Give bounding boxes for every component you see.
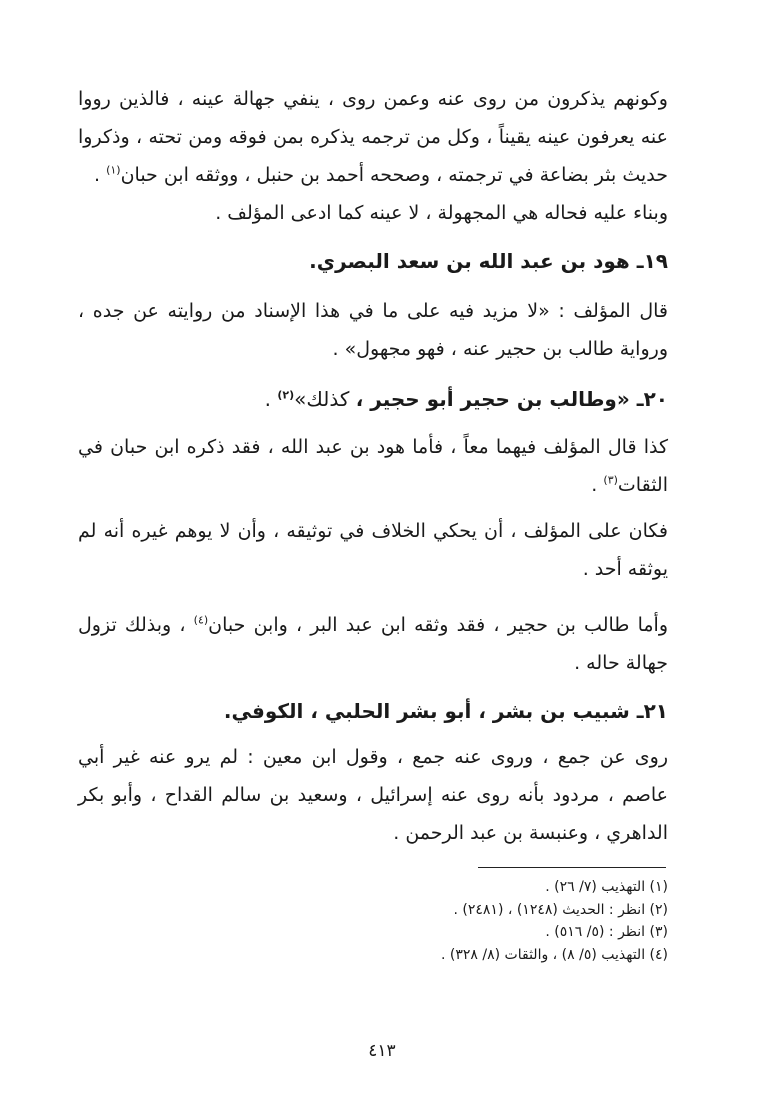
- footnote-ref-2: (٢): [277, 388, 295, 402]
- paragraph-3: قال المؤلف : «لا مزيد فيه على ما في هذا الإسناد من روايته عن جده ، ورواية طالب بن حجير عنه ، فهو مجهول» .: [78, 300, 668, 360]
- paragraph-2: وبناء عليه فحاله هي المجهولة ، لا عينه كما ادعى المؤلف .: [215, 202, 668, 224]
- footnote-4: (٤) التهذيب (٥/ ٨) ، والثقات (٨/ ٣٢٨) .: [441, 946, 668, 963]
- footnote-ref-4: (٤): [193, 613, 209, 627]
- entry-heading-20: ٢٠ـ «وطالب بن حجير أبو حجير ، كذلك»$^{(٢)}$ .: [264, 387, 668, 411]
- paragraph-5: فكان على المؤلف ، أن يحكي الخلاف في توثيقه ، وأن لا يوهم غيره أنه لم يوثقه أحد .: [78, 520, 668, 580]
- footnote-1: (١) التهذيب (٧/ ٢٦) .: [545, 879, 668, 895]
- footnote-ref-3: (٣): [603, 473, 618, 487]
- footnotes: [78, 876, 668, 966]
- entry-heading-21: ٢١ـ شبيب بن بشر ، أبو بشر الحلبي ، الكوفي.: [223, 699, 668, 723]
- footnote-ref-1: (١): [106, 163, 121, 177]
- entry-heading-19: ١٩ـ هود بن عبد الله بن سعد البصري.: [309, 249, 668, 273]
- paragraph-7: روى عن جمع ، وروى عنه جمع ، وقول ابن معين : لم يرو عنه غير أبي عاصم ، مردود بأنه روى عنه إسرائيل ، وسعيد بن سالم القداح ، وأبو بكر الداهري ، وعنبسة بن عبد الرحمن .: [78, 746, 668, 844]
- footnote-3: (٣) انظر : (٥/ ٥١٦) .: [545, 924, 668, 940]
- page-number: ٤١٣: [368, 1041, 396, 1061]
- footnote-divider: [478, 867, 666, 868]
- footnote-2: (٢) انظر : الحديث (١٢٤٨) ، (٢٤٨١) .: [453, 901, 668, 918]
- paragraph-1: وكونهم يذكرون من روى عنه وعمن روى ، ينفي جهالة عينه ، فالذين رووا عنه يعرفون عينه يقيناً ، وكل من ترجمه يذكره بمن فوقه ومن تحته ، وذكروا حديث بثر بضاعة في ترجمته ، وصححه أحمد بن حنبل ، ووثقه ابن حبان$^{(١)}$ .: [78, 88, 668, 186]
- paragraph-6: وأما طالب بن حجير ، فقد وثقه ابن عبد البر ، وابن حبان$^{(٤)}$ ، وبذلك تزول جهالة حاله .: [78, 613, 668, 674]
- paragraph-4: كذا قال المؤلف فيهما معاً ، فأما هود بن عبد الله ، فقد ذكره ابن حبان في الثقات$^{(٣)}$ .: [78, 436, 668, 496]
